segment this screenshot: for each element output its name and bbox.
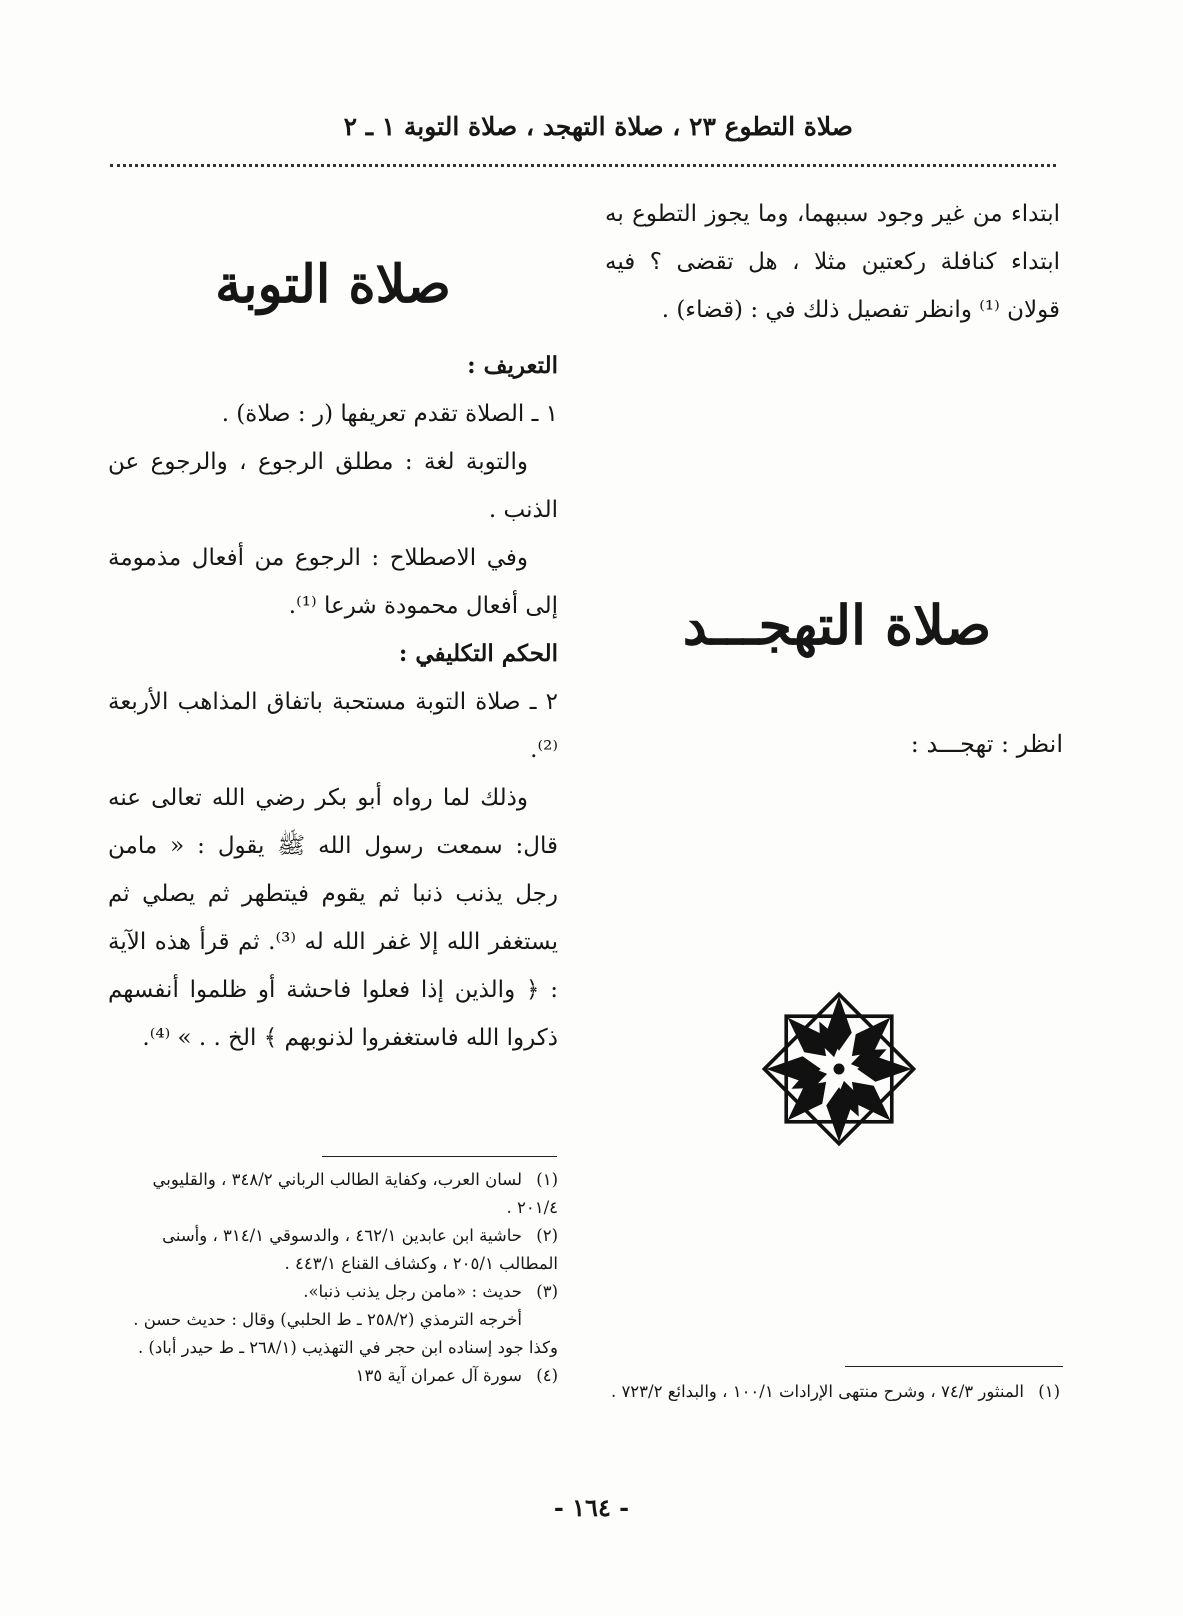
footnotes-right	[605, 1378, 1060, 1406]
footnote-item: (١)لسان العرب، وكفاية الطالب الرباني ٣٤٨/٢ ، والقليوبي ٢٠١/٤ .	[152, 1170, 558, 1217]
footnote-item: أخرجه الترمذي (٢٥٨/٢ ـ ط الحلبي) وقال : حديث حسن . وكذا جود إسناده ابن حجر في التهذيب (٢٦٨/١ ـ ط حيدر أباد) .	[133, 1310, 558, 1357]
footnote-item: (٣)حديث : «مامن رجل يذنب ذنبا».	[303, 1282, 558, 1301]
footnotes-left	[108, 1166, 558, 1390]
footnote-divider-right	[845, 1366, 1063, 1367]
opening-paragraph: ابتداء من غير وجود سببهما، وما يجوز التطوع به ابتداء كنافلة ركعتين مثلا ، هل تقضى ؟ فيه قولان ⁽¹⁾ وانظر تفصيل ذلك في : (قضاء) .	[605, 201, 1060, 323]
running-header: صلاة التطوع ٢٣ ، صلاة التهجد ، صلاة التوبة ١ ـ ٢	[343, 112, 853, 141]
ruling-heading: الحكم التكليفي :	[398, 640, 558, 667]
left-column	[108, 250, 558, 1062]
paragraph-4: ٢ ـ صلاة التوبة مستحبة باتفاق المذاهب الأربعة ⁽²⁾.	[108, 689, 558, 763]
paragraph-2: والتوبة لغة : مطلق الرجوع ، والرجوع عن الذنب .	[108, 449, 558, 523]
header-divider	[110, 164, 1056, 167]
section-title-tawba: صلاة التوبة	[215, 254, 451, 315]
footnote-item: (١)المنثور ٧٤/٣ ، وشرح منتهى الإرادات ١٠٠/١ ، والبدائع ٧٢٣/٢ .	[610, 1382, 1060, 1401]
see-reference: انظر : تهجـــد :	[910, 730, 1063, 758]
right-column	[605, 190, 1060, 334]
footnote-item: (٢)حاشية ابن عابدين ٤٦٢/١ ، والدسوقي ٣١٤/١ ، وأسنى المطالب ٢٠٥/١ ، وكشاف القناع ٤٤٣/١ .	[162, 1226, 558, 1273]
footnote-divider-left	[322, 1156, 557, 1157]
paragraph-3: وفي الاصطلاح : الرجوع من أفعال مذمومة إلى أفعال محمودة شرعا ⁽¹⁾.	[108, 545, 558, 619]
star-ornament-icon	[748, 978, 930, 1160]
section-title-tahajjud: صلاة التهجـــد	[682, 593, 992, 657]
paragraph-5: وذلك لما رواه أبو بكر رضي الله تعالى عنه قال: سمعت رسول الله ﷺ يقول : « مامن رجل يذنب ذنبا ثم يقوم فيتطهر ثم يصلي ثم يستغفر الله إلا غفر الله له ⁽³⁾. ثم قرأ هذه الآية : ﴿ والذين إذا فعلوا فاحشة أو ظلموا أنفسهم ذكروا الله فاستغفروا لذنوبهم ﴾ الخ . . » ⁽⁴⁾.	[108, 785, 558, 1051]
footnote-item: (٤)سورة آل عمران آية ١٣٥	[355, 1366, 558, 1385]
page-number: - ١٦٤ -	[553, 1493, 630, 1522]
definition-heading: التعريف :	[467, 352, 558, 379]
paragraph-1: ١ ـ الصلاة تقدم تعريفها (ر : صلاة) .	[221, 401, 558, 427]
